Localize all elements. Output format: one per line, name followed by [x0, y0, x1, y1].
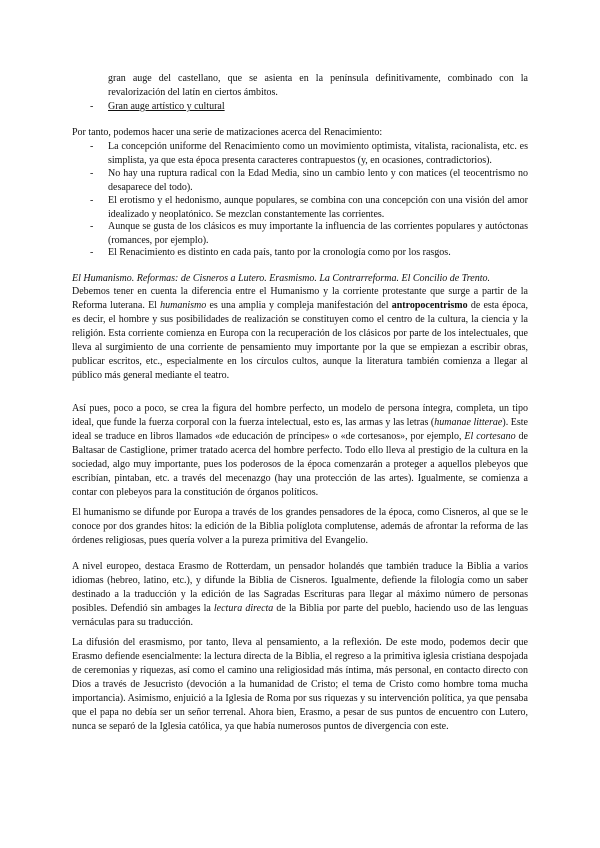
bullet-dash: -: [90, 221, 94, 232]
bullet-text: El Renacimiento es distinto en cada país, tanto por la cronología como por los rasgos.: [108, 247, 451, 258]
bullet-dash: -: [90, 247, 94, 258]
bullet-text: La concepción uniforme del Renacimiento como un movimiento optimista, vitalista, racionalista, etc. es simplista, ya que esta época presenta caracteres contrapuestos (y, en ocasiones, contradictorios).: [108, 141, 528, 166]
text-run: ). Este ideal se traduce en libros llamados «de educación de príncipes» o «de cortesanos», por ejemplo,: [72, 417, 528, 442]
section-heading: [72, 272, 528, 286]
text-run: de Baltasar de Castiglione, primer tratado acerca del hombre perfecto. Todo ello lleva al prestigio de la cultura en la sociedad, algo muy importante, pues los poderosos de la época comenzarán a proteger a aquellos plebeyos que escribían, pintaban, etc. a través del mecenazgo (hay una protección de las artes). Igualmente, se comienza a contar con plebeyos para la constitución de órganos políticos.: [72, 431, 528, 498]
paragraph-erasmismo: La difusión del erasmismo, por tanto, lleva al pensamiento, a la reflexión. De este modo, podemos decir que Erasmo defiende esencialmente: la lectura directa de la Biblia, el regreso a la primitiva iglesia cristiana despojada de ceremonias y riquezas, así como el camino una religiosidad más íntima, más personal, en contacto directo con Dios a través de Jesucristo (devoción a la humanidad de Cristo; el tema de Cristo como hombre toma mucha importancia). Asimismo, enjuició a la Iglesia de Roma por sus riquezas y su intervención política, ya que pensaba que el papa no debía ser un señor terrenal. Ahora bien, Erasmo, a pesar de sus puntos de encuentro con Lutero, nunca se separó de la Iglesia católica, ya que había numerosos puntos de divergencia con este.: [72, 637, 528, 732]
underlined-heading: Gran auge artístico y cultural: [108, 101, 225, 112]
bullet-dash: -: [90, 141, 94, 152]
italic-term: lectura directa: [213, 603, 274, 614]
text-run: Debemos tener en cuenta la diferencia entre el Humanismo y la corriente protestante que surge a partir de la Reforma luterana. El: [72, 286, 528, 311]
paragraph-cisneros: El humanismo se difunde por Europa a través de los grandes pensadores de la época, como Cisneros, al que se le conoce por dos grandes hitos: la edición de la Biblia políglota complutense, además de afrontar la reforma de las órdenes religiosas, pues quería volver a la pureza primitiva del Evangelio.: [72, 507, 528, 546]
bullet-text: El erotismo y el hedonismo, aunque populares, se combina con una concepción con una visión del amor idealizado y neoplatónico. Se mezclan constantemente las corrientes.: [108, 195, 528, 220]
text-run: es una amplia y compleja manifestación del: [206, 300, 392, 311]
text-run: A nivel europeo, destaca Erasmo de Rotterdam, un pensador holandés que también traduce la Biblia a varios idiomas (hebreo, latino, etc.), y difunde la Biblia de Cisneros. Igualmente, defiende la filología como un saber destinado a la traducción y la edición de las Sagradas Escrituras para llegar al máximo número de personas posibles. Defendió sin ambages la: [72, 561, 528, 614]
bullet-dash: -: [90, 195, 94, 206]
italic-title: El cortesano: [464, 431, 516, 442]
bullet-text: Aunque se gusta de los clásicos es muy importante la influencia de las corrientes populares y autóctonas (romances, por ejemplo).: [108, 221, 528, 246]
text-run: de la Biblia por parte del pueblo, haciendo uso de las lenguas vernáculas para su traducción.: [72, 603, 529, 628]
bullet-text: [108, 100, 528, 114]
continuation-paragraph: gran auge del castellano, que se asienta en la península definitivamente, combinado con la revalorización del latín en ciertos ámbitos.: [108, 73, 528, 98]
italic-term: humanismo: [160, 300, 207, 311]
paragraph-erasmo: [72, 560, 528, 630]
bold-term: antropocentrismo: [391, 300, 468, 311]
bullet-text: No hay una ruptura radical con la Edad Media, sino un cambio lento y con matices (el teocentrismo no desaparece del todo).: [108, 168, 528, 193]
section-heading-text: El Humanismo. Reformas: de Cisneros a Lutero. Erasmismo. La Contrarreforma. El Concilio de Trento.: [72, 273, 490, 284]
paragraph-hombre-perfecto: [72, 402, 528, 500]
bullet-dash: -: [90, 168, 94, 179]
text-run: Así pues, poco a poco, se crea la figura del hombre perfecto, un modelo de persona íntegra, completa, un tipo ideal, que funde la fuerza corporal con la fuerza intelectual, esto es, las armas y las letras (: [72, 403, 528, 428]
italic-term: humanae litterae: [434, 417, 503, 428]
paragraph-humanismo: [72, 285, 528, 383]
bullet-dash: -: [90, 101, 94, 112]
intro-paragraph: Por tanto, podemos hacer una serie de matizaciones acerca del Renacimiento:: [72, 127, 383, 138]
text-run: de esta época, es decir, el hombre y sus posibilidades de realización se constituyen como el centro de la cultura, la ciencia y la religión. Esta corriente comienza en Europa con la recuperación de los clásicos por parte de los intelectuales, que lleva al surgimiento de una corriente de pensamiento muy importante por la que se empiezan a escribir obras, publicar escritos, etc., especialmente en los círculos cultos, aunque la literatura también comienza a llegar al público más general mediante el teatro.: [72, 300, 528, 381]
